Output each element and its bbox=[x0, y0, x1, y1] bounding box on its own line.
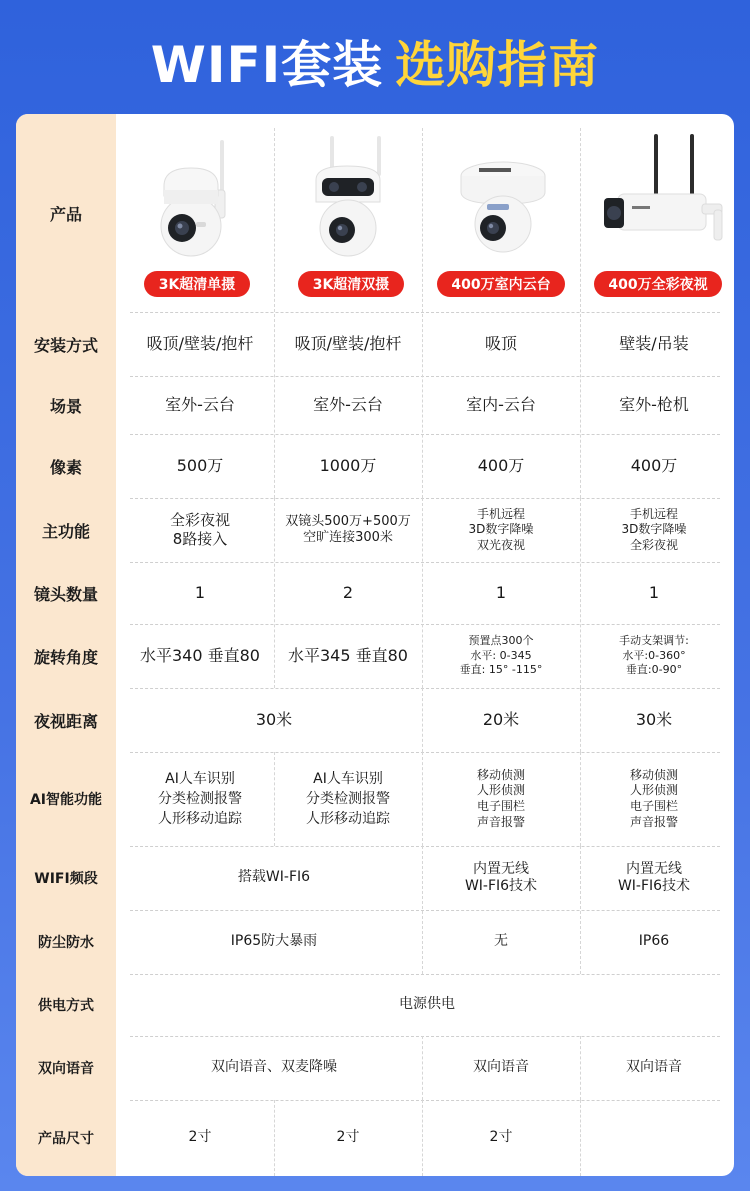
install-value: 吸顶/壁装/抱杆 bbox=[146, 334, 254, 353]
pixels-cell-3 bbox=[422, 434, 580, 498]
rotation-cell-3 bbox=[422, 624, 580, 688]
waterproof-value: IP65防大暴雨 bbox=[230, 933, 318, 950]
wifi-line: 内置无线 bbox=[473, 860, 529, 877]
install-value: 吸顶/壁装/抱杆 bbox=[294, 334, 402, 353]
column-divider bbox=[422, 498, 423, 688]
ai-line: 分类检测报警 bbox=[158, 790, 242, 807]
scene-cell-4 bbox=[580, 376, 728, 434]
label-lens-count: 镜头数量 bbox=[33, 584, 98, 604]
waterproof-cell-3 bbox=[422, 910, 580, 974]
night-vision-value: 30米 bbox=[635, 710, 673, 729]
waterproof-cell-merged bbox=[126, 910, 422, 974]
title-part1: WIFI套装 bbox=[150, 36, 384, 94]
main-func-line: 双光夜视 bbox=[476, 537, 525, 552]
pixels-value: 400万 bbox=[477, 456, 525, 475]
rotation-cell-1 bbox=[126, 624, 274, 688]
column-divider bbox=[274, 752, 275, 846]
ai-line: 声音报警 bbox=[476, 814, 525, 829]
ai-line: 人形移动追踪 bbox=[158, 811, 242, 828]
scene-value: 室内-云台 bbox=[466, 395, 536, 414]
main-func-cell-1 bbox=[126, 498, 274, 562]
night-vision-cell-merged bbox=[126, 688, 422, 752]
label-size: 产品尺寸 bbox=[38, 1131, 94, 1147]
column-divider bbox=[580, 128, 581, 498]
size-cell-4 bbox=[580, 1100, 728, 1176]
wifi-line: 内置无线 bbox=[626, 860, 682, 877]
product-badge-4: 400万全彩夜视 bbox=[594, 271, 722, 297]
label-night-vision: 夜视距离 bbox=[33, 711, 98, 731]
ai-line: 人形侦测 bbox=[476, 783, 525, 798]
ai-cell-3 bbox=[422, 752, 580, 846]
scene-value: 室外-枪机 bbox=[619, 395, 689, 414]
pixels-cell-1 bbox=[126, 434, 274, 498]
wifi-cell-4 bbox=[580, 846, 728, 910]
size-cell-1 bbox=[126, 1100, 274, 1176]
column-divider bbox=[422, 846, 423, 974]
label-voice: 双向语音 bbox=[38, 1061, 94, 1077]
bullet-camera-icon bbox=[582, 130, 732, 260]
label-waterproof: 防尘防水 bbox=[38, 935, 94, 951]
column-divider bbox=[580, 1100, 581, 1176]
size-cell-2 bbox=[274, 1100, 422, 1176]
main-func-line: 空旷连接300米 bbox=[303, 530, 393, 545]
main-func-line: 全彩夜视 bbox=[169, 511, 230, 530]
pixels-value: 500万 bbox=[176, 456, 224, 475]
ai-line: 电子围栏 bbox=[476, 799, 525, 813]
size-value: 2寸 bbox=[336, 1129, 360, 1146]
install-cell-2 bbox=[274, 312, 422, 376]
row-rotation bbox=[16, 624, 734, 688]
ai-cell-1 bbox=[126, 752, 274, 846]
row-waterproof bbox=[16, 910, 734, 974]
rotation-line: 水平345 垂直80 bbox=[288, 646, 408, 665]
row-power bbox=[16, 974, 734, 1036]
night-vision-value: 20米 bbox=[482, 710, 520, 729]
wifi-line: WI-FI6技术 bbox=[464, 878, 538, 894]
outdoor-ptz-camera-icon bbox=[116, 130, 266, 260]
page-title bbox=[0, 30, 750, 100]
install-cell-1 bbox=[126, 312, 274, 376]
column-divider bbox=[274, 128, 275, 498]
size-value: 2寸 bbox=[188, 1129, 212, 1146]
power-cell-merged bbox=[126, 974, 728, 1036]
rotation-line: 水平:0-360° bbox=[622, 648, 686, 662]
dual-lens-ptz-camera-icon bbox=[272, 130, 422, 260]
label-product: 产品 bbox=[49, 204, 82, 224]
lens-value: 2 bbox=[342, 583, 354, 602]
voice-value: 双向语音、双麦降噪 bbox=[211, 1059, 337, 1076]
indoor-dome-camera-icon bbox=[425, 130, 575, 260]
power-value: 电源供电 bbox=[399, 996, 455, 1013]
ai-line: 移动侦测 bbox=[476, 767, 525, 782]
rotation-line: 垂直:0-90° bbox=[625, 663, 683, 677]
column-divider bbox=[274, 1100, 275, 1176]
main-func-cell-4 bbox=[580, 498, 728, 562]
lens-value: 1 bbox=[495, 583, 507, 602]
label-ai: AI智能功能 bbox=[29, 792, 103, 808]
column-divider bbox=[580, 688, 581, 752]
main-func-line: 8路接入 bbox=[172, 530, 228, 548]
rotation-line: 手动支架调节: bbox=[619, 633, 689, 647]
main-func-line: 双镜头500万+500万 bbox=[285, 513, 411, 529]
waterproof-cell-4 bbox=[580, 910, 728, 974]
lens-value: 1 bbox=[648, 583, 660, 602]
wifi-cell-3 bbox=[422, 846, 580, 910]
row-pixels bbox=[16, 434, 734, 498]
main-func-line: 全彩夜视 bbox=[629, 537, 678, 552]
column-divider bbox=[422, 128, 423, 498]
row-night-vision bbox=[16, 688, 734, 752]
main-func-line: 手机远程 bbox=[629, 506, 678, 521]
main-func-line: 3D数字降噪 bbox=[621, 522, 687, 537]
lens-cell-1 bbox=[126, 562, 274, 624]
install-value: 壁装/吊装 bbox=[619, 334, 689, 353]
pixels-value: 400万 bbox=[630, 456, 678, 475]
ai-line: AI人车识别 bbox=[313, 770, 383, 787]
night-vision-cell-3 bbox=[422, 688, 580, 752]
scene-value: 室外-云台 bbox=[313, 395, 383, 414]
waterproof-value: IP66 bbox=[638, 933, 670, 950]
row-product bbox=[16, 114, 734, 312]
label-main-function: 主功能 bbox=[41, 521, 90, 541]
size-value: 2寸 bbox=[489, 1129, 513, 1146]
label-scene: 场景 bbox=[49, 396, 82, 416]
voice-value: 双向语音 bbox=[473, 1059, 529, 1076]
night-vision-value: 30米 bbox=[255, 710, 293, 729]
label-power: 供电方式 bbox=[38, 998, 94, 1014]
main-func-line: 手机远程 bbox=[476, 506, 525, 521]
ai-line: 移动侦测 bbox=[629, 767, 678, 782]
product-badge-3: 400万室内云台 bbox=[437, 271, 565, 297]
column-divider bbox=[422, 752, 423, 846]
install-cell-3 bbox=[422, 312, 580, 376]
label-install: 安装方式 bbox=[33, 335, 98, 355]
column-divider bbox=[580, 498, 581, 688]
lens-cell-2 bbox=[274, 562, 422, 624]
scene-cell-2 bbox=[274, 376, 422, 434]
ai-line: 声音报警 bbox=[629, 814, 678, 829]
ai-line: 电子围栏 bbox=[629, 799, 678, 813]
scene-value: 室外-云台 bbox=[165, 395, 235, 414]
size-cell-3 bbox=[422, 1100, 580, 1176]
row-voice bbox=[16, 1036, 734, 1100]
rotation-cell-4 bbox=[580, 624, 728, 688]
column-divider bbox=[580, 1036, 581, 1100]
night-vision-cell-4 bbox=[580, 688, 728, 752]
ai-line: AI人车识别 bbox=[165, 770, 235, 787]
install-value: 吸顶 bbox=[484, 334, 517, 353]
title-part2: 选购指南 bbox=[395, 36, 600, 94]
scene-cell-3 bbox=[422, 376, 580, 434]
row-wifi bbox=[16, 846, 734, 910]
product-badge-2: 3K超清双摄 bbox=[298, 271, 404, 297]
column-divider bbox=[580, 752, 581, 846]
waterproof-value: 无 bbox=[494, 933, 508, 950]
ai-line: 分类检测报警 bbox=[306, 790, 390, 807]
pixels-cell-2 bbox=[274, 434, 422, 498]
pixels-cell-4 bbox=[580, 434, 728, 498]
rotation-line: 预置点300个 bbox=[468, 633, 534, 647]
column-divider bbox=[274, 498, 275, 688]
wifi-cell-merged bbox=[126, 846, 422, 910]
lens-value: 1 bbox=[194, 583, 206, 602]
label-wifi: WIFI频段 bbox=[34, 871, 98, 887]
install-cell-4 bbox=[580, 312, 728, 376]
rotation-line: 垂直: 15° -115° bbox=[459, 663, 543, 677]
row-ai bbox=[16, 752, 734, 846]
column-divider bbox=[422, 1100, 423, 1176]
voice-cell-3 bbox=[422, 1036, 580, 1100]
product-badge-1: 3K超清单摄 bbox=[144, 271, 250, 297]
row-size bbox=[16, 1100, 734, 1176]
lens-cell-3 bbox=[422, 562, 580, 624]
ai-line: 人形侦测 bbox=[629, 783, 678, 798]
column-divider bbox=[580, 846, 581, 974]
comparison-table bbox=[16, 114, 734, 1176]
label-rotation: 旋转角度 bbox=[33, 647, 98, 667]
rotation-line: 水平: 0-345 bbox=[470, 648, 532, 662]
voice-cell-merged bbox=[126, 1036, 422, 1100]
main-func-cell-2 bbox=[274, 498, 422, 562]
column-divider bbox=[422, 1036, 423, 1100]
row-install bbox=[16, 312, 734, 376]
rotation-cell-2 bbox=[274, 624, 422, 688]
ai-cell-2 bbox=[274, 752, 422, 846]
ai-cell-4 bbox=[580, 752, 728, 846]
rotation-line: 水平340 垂直80 bbox=[140, 646, 260, 665]
voice-value: 双向语音 bbox=[626, 1059, 682, 1076]
label-pixels: 像素 bbox=[49, 457, 82, 477]
row-lens-count bbox=[16, 562, 734, 624]
main-func-line: 3D数字降噪 bbox=[468, 522, 534, 537]
ai-line: 人形移动追踪 bbox=[306, 811, 390, 828]
column-divider bbox=[422, 688, 423, 752]
pixels-value: 1000万 bbox=[319, 456, 377, 475]
wifi-value: 搭载WI-FI6 bbox=[237, 869, 311, 886]
main-func-cell-3 bbox=[422, 498, 580, 562]
scene-cell-1 bbox=[126, 376, 274, 434]
row-main-function bbox=[16, 498, 734, 562]
lens-cell-4 bbox=[580, 562, 728, 624]
voice-cell-4 bbox=[580, 1036, 728, 1100]
wifi-line: WI-FI6技术 bbox=[617, 878, 691, 894]
row-scene bbox=[16, 376, 734, 434]
